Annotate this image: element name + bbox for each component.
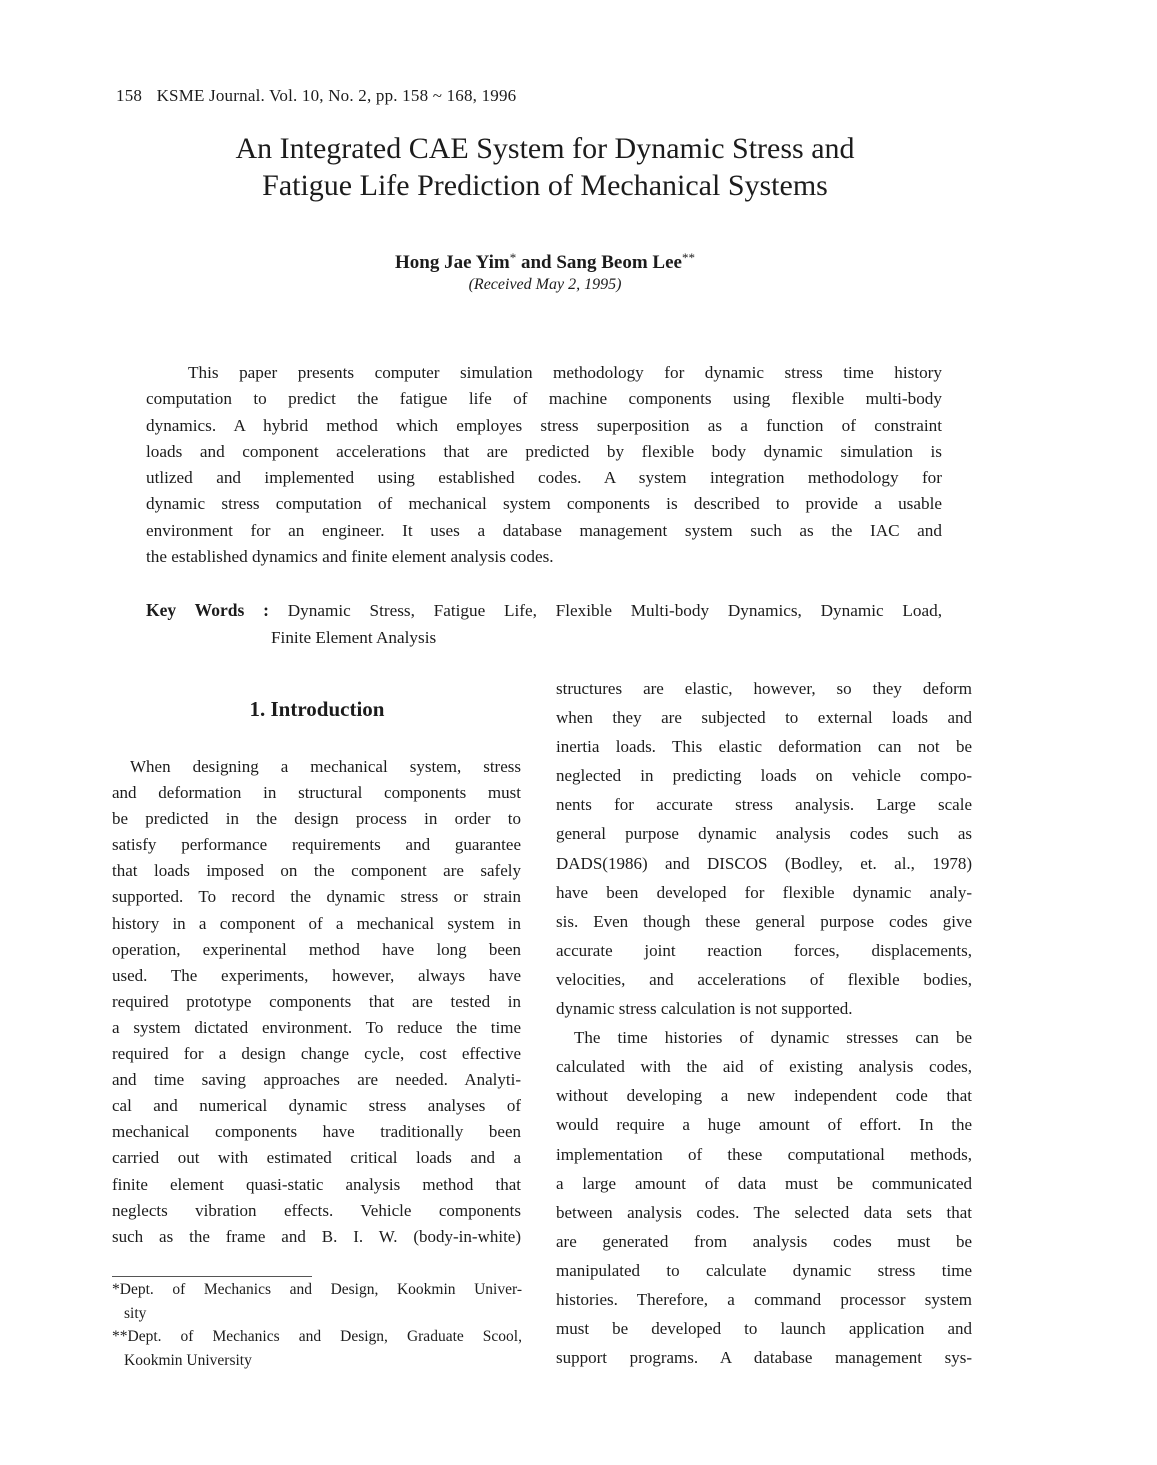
body-line: must be developed to launch application and xyxy=(556,1319,972,1339)
body-line: that loads imposed on the component are safely xyxy=(112,861,521,881)
paper-title xyxy=(140,130,950,204)
journal-citation: KSME Journal. Vol. 10, No. 2, pp. 158 ~ 168, 1996 xyxy=(156,86,517,105)
key-words xyxy=(146,597,942,651)
right-column xyxy=(556,674,972,1372)
body-line: velocities, and accelerations of flexible bodies, xyxy=(556,969,972,989)
section-heading: 1. Introduction xyxy=(249,697,385,721)
body-line: satisfy performance requirements and guarantee xyxy=(112,835,521,855)
body-line: cal and numerical dynamic stress analyses of xyxy=(112,1096,521,1116)
body-line: When designing a mechanical system, stress xyxy=(130,757,521,776)
author-mark-1: * xyxy=(509,250,517,265)
abstract-line: computation to predict the fatigue life of machine components using flexible multi-body xyxy=(146,389,942,409)
body-line: such as the frame and B. I. W. (body-in-white) xyxy=(112,1226,521,1246)
body-line: support programs. A database management sys- xyxy=(556,1348,972,1368)
key-words-line-1 xyxy=(146,597,942,624)
author-conjunction: and xyxy=(516,252,557,273)
author-name-1: Hong Jae Yim xyxy=(395,252,510,273)
key-words-label: Key Words : xyxy=(146,600,269,620)
body-line: a system dictated environment. To reduce the time xyxy=(112,1017,521,1037)
body-line: when they are subjected to external loads and xyxy=(556,708,972,728)
body-line: inertia loads. This elastic deformation can not be xyxy=(556,737,972,757)
body-line: history in a component of a mechanical system in xyxy=(112,913,521,933)
body-line: operation, experinental method have long been xyxy=(112,939,521,959)
body-line: general purpose dynamic analysis codes such as xyxy=(556,824,972,844)
body-line: have been developed for flexible dynamic analy- xyxy=(556,882,972,902)
abstract-line: dynamic stress computation of mechanical system components is described to provide a usable xyxy=(146,494,942,514)
body-line: between analysis codes. The selected data sets that xyxy=(556,1202,972,1222)
footnote-2: **Dept. of Mechanics and Design, Graduate Scool, xyxy=(112,1328,522,1345)
body-line: finite element quasi-static analysis method that xyxy=(112,1174,521,1194)
abstract-line: environment for an engineer. It uses a database management system such as the IAC and xyxy=(146,520,942,540)
body-line: would require a huge amount of effort. In the xyxy=(556,1115,972,1135)
body-line: be predicted in the design process in order to xyxy=(112,809,521,829)
body-line: carried out with estimated critical loads and a xyxy=(112,1148,521,1168)
body-line: used. The experiments, however, always have xyxy=(112,965,521,985)
body-line: required for a design change cycle, cost effective xyxy=(112,1044,521,1064)
body-line: calculated with the aid of existing analysis codes, xyxy=(556,1057,972,1077)
body-line: DADS(1986) and DISCOS (Bodley, et. al., 1978) xyxy=(556,853,972,873)
running-header xyxy=(116,86,516,106)
abstract-line: This paper presents computer simulation methodology for dynamic stress time history xyxy=(188,363,942,382)
body-line: and deformation in structural components must xyxy=(112,783,521,803)
key-words-line-2: Finite Element Analysis xyxy=(271,628,437,647)
page-number: 158 xyxy=(116,86,143,105)
footnote-2-continued: Kookmin University xyxy=(124,1351,252,1369)
body-line: structures are elastic, however, so they deform xyxy=(556,679,972,698)
body-line: a large amount of data must be communicated xyxy=(556,1173,972,1193)
author-line xyxy=(140,250,950,274)
body-line: without developing a new independent code that xyxy=(556,1086,972,1106)
body-line: are generated from analysis codes must be xyxy=(556,1231,972,1251)
title-line-2: Fatigue Life Prediction of Mechanical Systems xyxy=(262,169,828,202)
left-column xyxy=(112,754,521,1250)
body-line: neglects vibration effects. Vehicle components xyxy=(112,1200,521,1220)
body-line: accurate joint reaction forces, displacements, xyxy=(556,940,972,960)
body-line: neglected in predicting loads on vehicle compo- xyxy=(556,766,972,786)
body-line: required prototype components that are tested in xyxy=(112,991,521,1011)
abstract-line: utlized and implemented using established codes. A system integration methodology for xyxy=(146,468,942,488)
author-name-2: Sang Beom Lee xyxy=(556,252,682,273)
abstract-line: dynamics. A hybrid method which employes stress superposition as a function of constraint xyxy=(146,415,942,435)
body-line: dynamic stress calculation is not supported. xyxy=(556,999,853,1019)
body-line: mechanical components have traditionally been xyxy=(112,1122,521,1142)
footnote-1: *Dept. of Mechanics and Design, Kookmin Univer- xyxy=(112,1281,522,1298)
key-words-text-1: Dynamic Stress, Fatigue Life, Flexible Multi-body Dynamics, Dynamic Load, xyxy=(287,601,942,620)
footnote-1-continued: sity xyxy=(124,1304,147,1322)
body-line: sis. Even though these general purpose codes give xyxy=(556,911,972,931)
body-line: and time saving approaches are needed. Analyti- xyxy=(112,1070,521,1090)
author-mark-2: ** xyxy=(681,250,695,265)
abstract-line: the established dynamics and finite element analysis codes. xyxy=(146,547,554,567)
body-line: nents for accurate stress analysis. Large scale xyxy=(556,795,972,815)
body-line: histories. Therefore, a command processor system xyxy=(556,1289,972,1309)
body-line: The time histories of dynamic stresses can be xyxy=(574,1028,972,1048)
title-line-1: An Integrated CAE System for Dynamic Stress and xyxy=(235,132,855,165)
body-line: supported. To record the dynamic stress or strain xyxy=(112,887,521,907)
body-line: implementation of these computational methods, xyxy=(556,1144,972,1164)
abstract xyxy=(146,360,942,570)
body-line: manipulated to calculate dynamic stress time xyxy=(556,1260,972,1280)
received-date: (Received May 2, 1995) xyxy=(468,276,622,293)
footnotes xyxy=(112,1278,522,1372)
footnote-divider xyxy=(112,1276,312,1277)
abstract-line: loads and component accelerations that are predicted by flexible body dynamic simulation is xyxy=(146,441,942,461)
